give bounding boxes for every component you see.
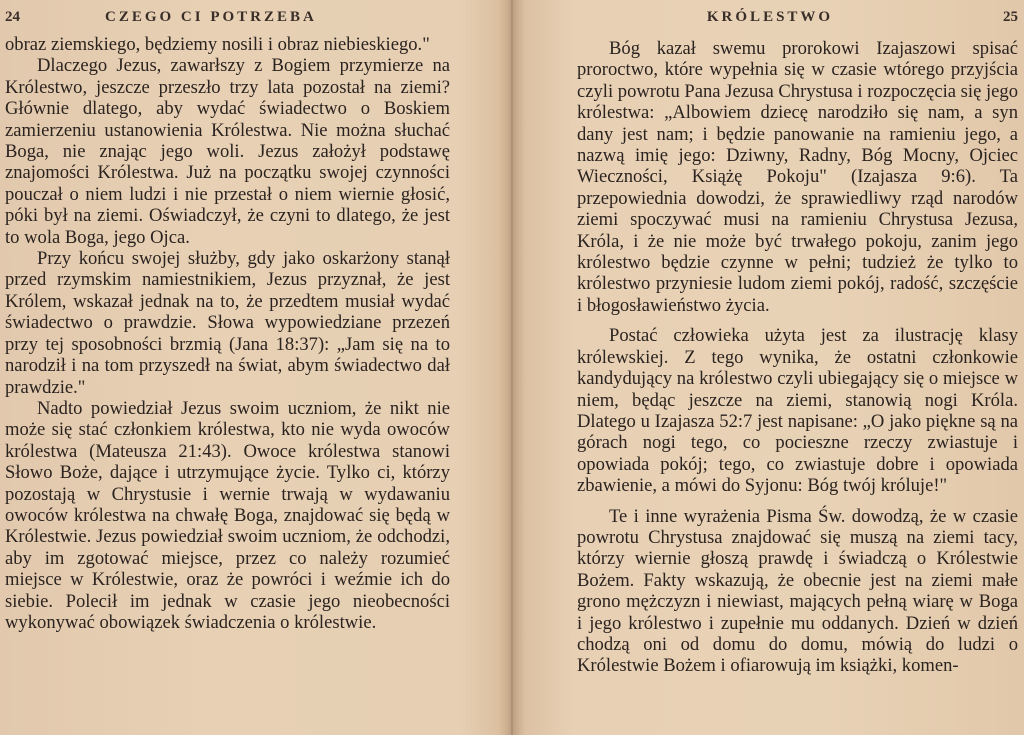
paragraph: Te i inne wyrażenia Pisma Św. dowodzą, że w czasie powrotu Chrystusa znajdować się muszą na ziemi tacy, którzy wiernie głoszą prawdę i świadczą o Królestwie Bożem. Fakty wskazują, że obecnie jest na ziemi małe grono mężczyzn i niewiast, mających pełną wiarę w Boga i jego królestwo i zupełnie mu oddanych. Dzień w dzień chodzą oni od domu do domu, mówią do ludzi o Królestwie Bożem i ofiarowują im książki, komen- [577,505,1018,677]
right-page [512,0,1024,735]
paragraph: Dlaczego Jezus, zawarłszy z Bogiem przymierze na Królestwo, jeszcze przeszło trzy lata pozostał na ziemi? Głównie dlatego, aby wydać świadectwo o Boskiem zamierzeniu ustanowienia Królestwa. Nie można słuchać Boga, nie znając jego woli. Jezus założył podstawę znajomości Królestwa. Już na początku swojej czynności pouczał o niem ludzi i nie przestał o niem wiernie głosić, póki był na ziemi. Oświadczył, że czyni to dlatego, że jest to wola Boga, jego Ojca. [5,55,450,248]
left-page-number: 24 [5,8,20,25]
paragraph: Postać człowieka użyta jest za ilustrację klasy królewskiej. Z tego wynika, że ostatni członkowie kandydujący na królestwo czyli ubiegający się o miejsce w niem, będąc jeszcze na ziemi, stanowią nogi Króla. Dlatego u Izajasza 52:7 jest napisane: „O jako piękne są na górach nogi tego, co pocieszne rzeczy zwiastuje i opowiada pokój; tego, co zwiastuje dobre i opowiada zbawienie, a mówi do Syjonu: Bóg twój króluje!" [577,325,1018,497]
right-running-head: KRÓLESTWO [706,8,834,25]
right-page-text [577,38,1018,677]
paragraph: Bóg kazał swemu prorokowi Izajaszowi spisać proroctwo, które wypełnia się w czasie wtórego przyjścia czyli powrotu Pana Jezusa Chrystusa i rozpoczęcia się jego królestwa: „Albowiem dziecę narodziło się nam, a syn dany jest nam; i będzie panowanie na ramieniu jego, a nazwą imię jego: Dziwny, Radny, Bóg Mocny, Ojciec Wieczności, Książę Pokoju" (Izajasza 9:6). Ta przepowiednia dowodzi, że sprawiedliwy rząd narodów ziemi spoczywać musi na ramieniu Chrystusa Jezusa, Króla, i że nie może być trwałego pokoju, zanim jego królestwo będzie czynne w pełni; tudzież że tylko to królestwo przyniesie ludom ziemi pokój, radość, szczęście i błogosławieństwo życia. [577,38,1018,316]
paragraph: obraz ziemskiego, będziemy nosili i obraz niebieskiego." [5,34,430,55]
left-running-head: CZEGO CI POTRZEBA [105,8,317,25]
right-page-header [577,0,1018,34]
left-page-text [5,34,450,633]
paragraph: Nadto powiedział Jezus swoim uczniom, że nikt nie może się stać członkiem królestwa, kto nie wyda owoców królestwa (Mateusza 21:43). Owoce królestwa stanowi Słowo Boże, dające i utrzymujące życie. Tylko ci, którzy pozostają w Chrystusie i wernie trwają w wydawaniu owoców królestwa na chwałę Boga, znajdować się będą w Królestwie. Jezus powiedział swoim uczniom, że odchodzi, aby im zgotować miejsce, przez co należy rozumieć miejsce w Królestwie, oraz że powróci i weźmie ich do siebie. Polecił im jednak w czasie jego nieobecności wykonywać obowiązek świadczenia o królestwie. [5,397,450,633]
paragraph: Przy końcu swojej służby, gdy jako oskarżony stanął przed rzymskim namiestnikiem, Jezus przyznał, że jest Królem, wskazał jednak na to, że przedtem musiał wydać świadectwo o prawdzie. Słowa wypowiedziane przezeń przy tej sposobności brzmią (Jana 18:37): „Jam się na to narodził i na tom przyszedł na świat, abym świadectwo dał prawdzie." [5,248,450,398]
right-page-number: 25 [1003,8,1018,25]
left-page-header [5,0,450,34]
